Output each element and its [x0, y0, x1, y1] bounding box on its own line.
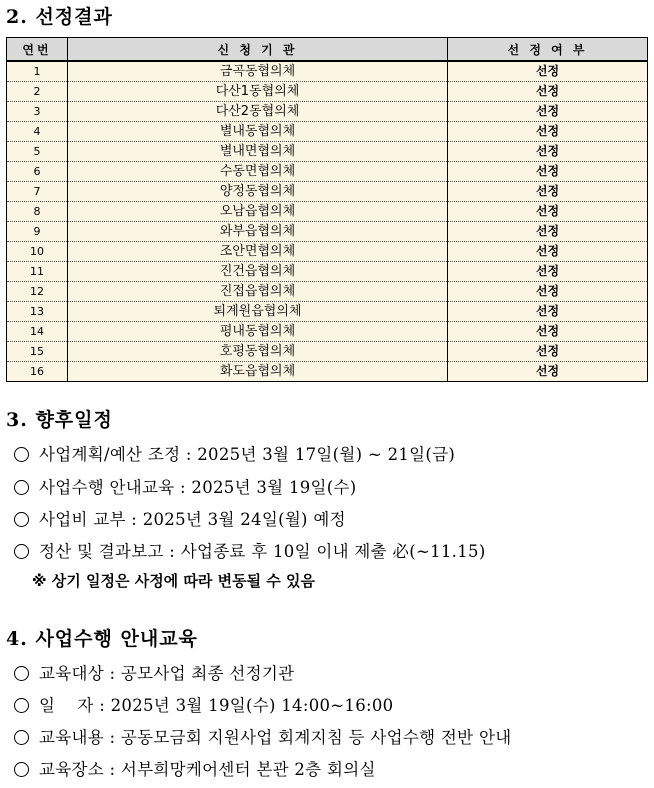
row-number: 12: [7, 282, 68, 302]
table-row: [7, 282, 648, 302]
header-selection: 선 정 여 부: [448, 38, 648, 62]
selection-status: 선정: [448, 102, 648, 122]
organization-name: 진접읍협의체: [68, 282, 448, 302]
row-number: 10: [7, 242, 68, 262]
table-row: [7, 142, 648, 162]
selection-status: 선정: [448, 122, 648, 142]
row-number: 5: [7, 142, 68, 162]
circle-bullet-icon: [14, 447, 29, 462]
row-number: 16: [7, 362, 68, 382]
schedule-item: 사업비 교부 : 2025년 3월 24일(월) 예정: [14, 506, 346, 530]
table-row: [7, 262, 648, 282]
schedule-note: ※ 상기 일정은 사정에 따라 변동될 수 있음: [32, 572, 315, 590]
row-number: 8: [7, 202, 68, 222]
table-row: [7, 162, 648, 182]
row-number: 6: [7, 162, 68, 182]
row-number: 2: [7, 82, 68, 102]
selection-status: 선정: [448, 142, 648, 162]
section-4-heading: 4. 사업수행 안내교육: [6, 628, 198, 650]
organization-name: 다산2동협의체: [68, 102, 448, 122]
circle-bullet-icon: [14, 666, 29, 681]
selection-status: 선정: [448, 322, 648, 342]
training-item: 교육장소 : 서부희망케어센터 본관 2층 회의실: [14, 756, 376, 780]
circle-bullet-icon: [14, 762, 29, 777]
section-3-heading: 3. 향후일정: [6, 409, 113, 431]
training-item: 교육내용 : 공동모금회 지원사업 회계지침 등 사업수행 전반 안내: [14, 724, 511, 748]
selection-status: 선정: [448, 222, 648, 242]
table-row: [7, 342, 648, 362]
table-row: [7, 322, 648, 342]
organization-name: 수동면협의체: [68, 162, 448, 182]
row-number: 9: [7, 222, 68, 242]
table-header-row: [7, 38, 648, 62]
section-2-heading: 2. 선정결과: [6, 6, 113, 28]
circle-bullet-icon: [14, 544, 29, 559]
organization-name: 별내면협의체: [68, 142, 448, 162]
organization-name: 평내동협의체: [68, 322, 448, 342]
schedule-item: 사업수행 안내교육 : 2025년 3월 19일(수): [14, 474, 357, 498]
organization-name: 다산1동협의체: [68, 82, 448, 102]
schedule-item: 사업계획/예산 조정 : 2025년 3월 17일(월) ~ 21일(금): [14, 441, 455, 465]
selection-status: 선정: [448, 262, 648, 282]
organization-name: 조안면협의체: [68, 242, 448, 262]
table-row: [7, 302, 648, 322]
row-number: 7: [7, 182, 68, 202]
header-no: 연번: [7, 38, 68, 62]
row-number: 1: [7, 61, 68, 82]
organization-name: 화도읍협의체: [68, 362, 448, 382]
selection-status: 선정: [448, 182, 648, 202]
row-number: 3: [7, 102, 68, 122]
row-number: 11: [7, 262, 68, 282]
circle-bullet-icon: [14, 480, 29, 495]
organization-name: 오남읍협의체: [68, 202, 448, 222]
selection-status: 선정: [448, 282, 648, 302]
organization-name: 호평동협의체: [68, 342, 448, 362]
selection-status: 선정: [448, 202, 648, 222]
table-row: [7, 222, 648, 242]
selection-status: 선정: [448, 342, 648, 362]
row-number: 4: [7, 122, 68, 142]
schedule-item: 정산 및 결과보고 : 사업종료 후 10일 이내 제출 必(~11.15): [14, 538, 486, 562]
header-organization: 신 청 기 관: [68, 38, 448, 62]
selection-status: 선정: [448, 362, 648, 382]
table-row: [7, 182, 648, 202]
selection-result-table: [6, 37, 648, 382]
table-row: [7, 122, 648, 142]
selection-status: 선정: [448, 162, 648, 182]
training-item: 교육대상 : 공모사업 최종 선정기관: [14, 660, 294, 684]
organization-name: 진건읍협의체: [68, 262, 448, 282]
circle-bullet-icon: [14, 512, 29, 527]
organization-name: 퇴계원읍협의체: [68, 302, 448, 322]
table-row: [7, 242, 648, 262]
selection-status: 선정: [448, 82, 648, 102]
training-item: 일 자 : 2025년 3월 19일(수) 14:00~16:00: [14, 692, 393, 716]
table-row: [7, 82, 648, 102]
selection-status: 선정: [448, 242, 648, 262]
table-row: [7, 202, 648, 222]
organization-name: 와부읍협의체: [68, 222, 448, 242]
organization-name: 금곡동협의체: [68, 61, 448, 82]
organization-name: 별내동협의체: [68, 122, 448, 142]
selection-status: 선정: [448, 302, 648, 322]
table-row: [7, 362, 648, 382]
row-number: 14: [7, 322, 68, 342]
circle-bullet-icon: [14, 698, 29, 713]
row-number: 13: [7, 302, 68, 322]
row-number: 15: [7, 342, 68, 362]
table-row: [7, 102, 648, 122]
selection-status: 선정: [448, 61, 648, 82]
table-row: [7, 61, 648, 82]
organization-name: 양정동협의체: [68, 182, 448, 202]
circle-bullet-icon: [14, 730, 29, 745]
